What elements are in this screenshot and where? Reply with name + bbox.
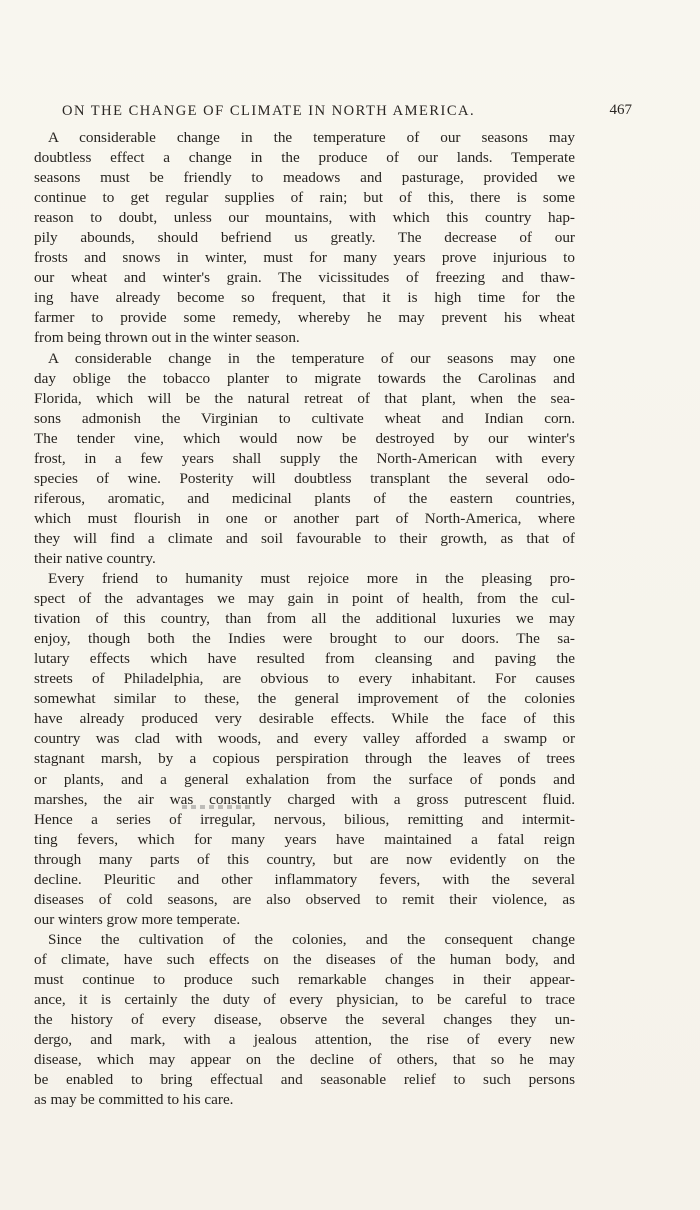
text-line: Florida, which will be the natural retreat of that plant, when the sea- <box>34 389 575 407</box>
text-line: stagnant marsh, by a copious perspiration through the leaves of trees <box>34 750 575 768</box>
text-line: somewhat similar to these, the general improvement of the colonies <box>34 690 575 708</box>
text-line: ance, it is certainly the duty of every physician, to be careful to trace <box>34 991 575 1009</box>
text-line: Every friend to humanity must rejoice more in the pleasing pro- <box>48 570 575 588</box>
text-line: Since the cultivation of the colonies, and the consequent change <box>48 930 575 948</box>
text-line: doubtless effect a change in the produce of our lands. Temperate <box>34 149 575 167</box>
text-line: day oblige the tobacco planter to migrate towards the Carolinas and <box>34 369 575 387</box>
text-line: pily abounds, should befriend us greatly. The decrease of our <box>34 229 575 247</box>
text-line: The tender vine, which would now be destroyed by our winter's <box>34 429 575 447</box>
text-line: ing have already become so frequent, that it is high time for the <box>34 289 575 307</box>
text-line: continue to get regular supplies of rain; but of this, there is some <box>34 189 575 207</box>
text-line: from being thrown out in the winter season. <box>34 329 300 347</box>
text-line: our wheat and winter's grain. The vicissitudes of freezing and thaw- <box>34 269 575 287</box>
text-line: dergo, and mark, with a jealous attention, the rise of every new <box>34 1031 575 1049</box>
text-line: of climate, have such effects on the diseases of the human body, and <box>34 950 575 968</box>
text-line: through many parts of this country, but are now evidently on the <box>34 850 575 868</box>
text-line: sons admonish the Virginian to cultivate wheat and Indian corn. <box>34 409 575 427</box>
text-line: reason to doubt, unless our mountains, with which this country hap- <box>34 209 575 227</box>
running-head <box>62 103 632 125</box>
text-line: or plants, and a general exhalation from the surface of ponds and <box>34 770 575 788</box>
text-line: decline. Pleuritic and other inflammatory fevers, with the several <box>34 870 575 888</box>
text-line: seasons must be friendly to meadows and pasturage, provided we <box>34 169 575 187</box>
text-line: the history of every disease, observe the several changes they un- <box>34 1011 575 1029</box>
text-line: species of wine. Posterity will doubtless transplant the several odo- <box>34 469 575 487</box>
text-line: lutary effects which have resulted from cleansing and paving the <box>34 650 575 668</box>
text-line: frost, in a few years shall supply the North-American with every <box>34 449 575 467</box>
text-line: A considerable change in the temperature of our seasons may one <box>48 349 575 367</box>
text-line: A considerable change in the temperature of our seasons may <box>48 129 575 146</box>
text-line: be enabled to bring effectual and seasonable relief to such persons <box>34 1071 575 1089</box>
text-line: frosts and snows in winter, must for many years prove injurious to <box>34 249 575 267</box>
text-line: Hence a series of irregular, nervous, bilious, remitting and intermit- <box>34 810 575 828</box>
text-line: as may be committed to his care. <box>34 1091 234 1109</box>
text-line: riferous, aromatic, and medicinal plants of the eastern countries, <box>34 489 575 507</box>
ink-smudge <box>182 805 254 809</box>
text-line: must continue to produce such remarkable changes in their appear- <box>34 970 575 988</box>
text-line: spect of the advantages we may gain in point of health, from the cul- <box>34 590 575 608</box>
running-title: ON THE CHANGE OF CLIMATE IN NORTH AMERICA. <box>62 103 476 119</box>
text-line: country was clad with woods, and every valley afforded a swamp or <box>34 730 575 748</box>
text-line: they will find a climate and soil favourable to their growth, as that of <box>34 529 575 547</box>
text-line: tivation of this country, than from all the additional luxuries we may <box>34 610 575 628</box>
text-line: have already produced very desirable effects. While the face of this <box>34 710 575 728</box>
text-line: streets of Philadelphia, are obvious to every inhabitant. For causes <box>34 670 575 688</box>
page-number: 467 <box>609 102 632 118</box>
text-line: disease, which may appear on the decline of others, that so he may <box>34 1051 575 1069</box>
text-line: our winters grow more temperate. <box>34 910 241 928</box>
body-text <box>34 128 575 1110</box>
text-line: marshes, the air was constantly charged with a gross putrescent fluid. <box>34 790 575 808</box>
text-line: their native country. <box>34 549 156 567</box>
text-line: enjoy, though both the Indies were brought to our doors. The sa- <box>34 630 575 648</box>
text-line: diseases of cold seasons, are also observed to remit their violence, as <box>34 890 575 908</box>
text-line: which must flourish in one or another part of North-America, where <box>34 509 575 527</box>
text-line: ting fevers, which for many years have maintained a fatal reign <box>34 830 575 848</box>
text-line: farmer to provide some remedy, whereby he may prevent his wheat <box>34 309 575 327</box>
